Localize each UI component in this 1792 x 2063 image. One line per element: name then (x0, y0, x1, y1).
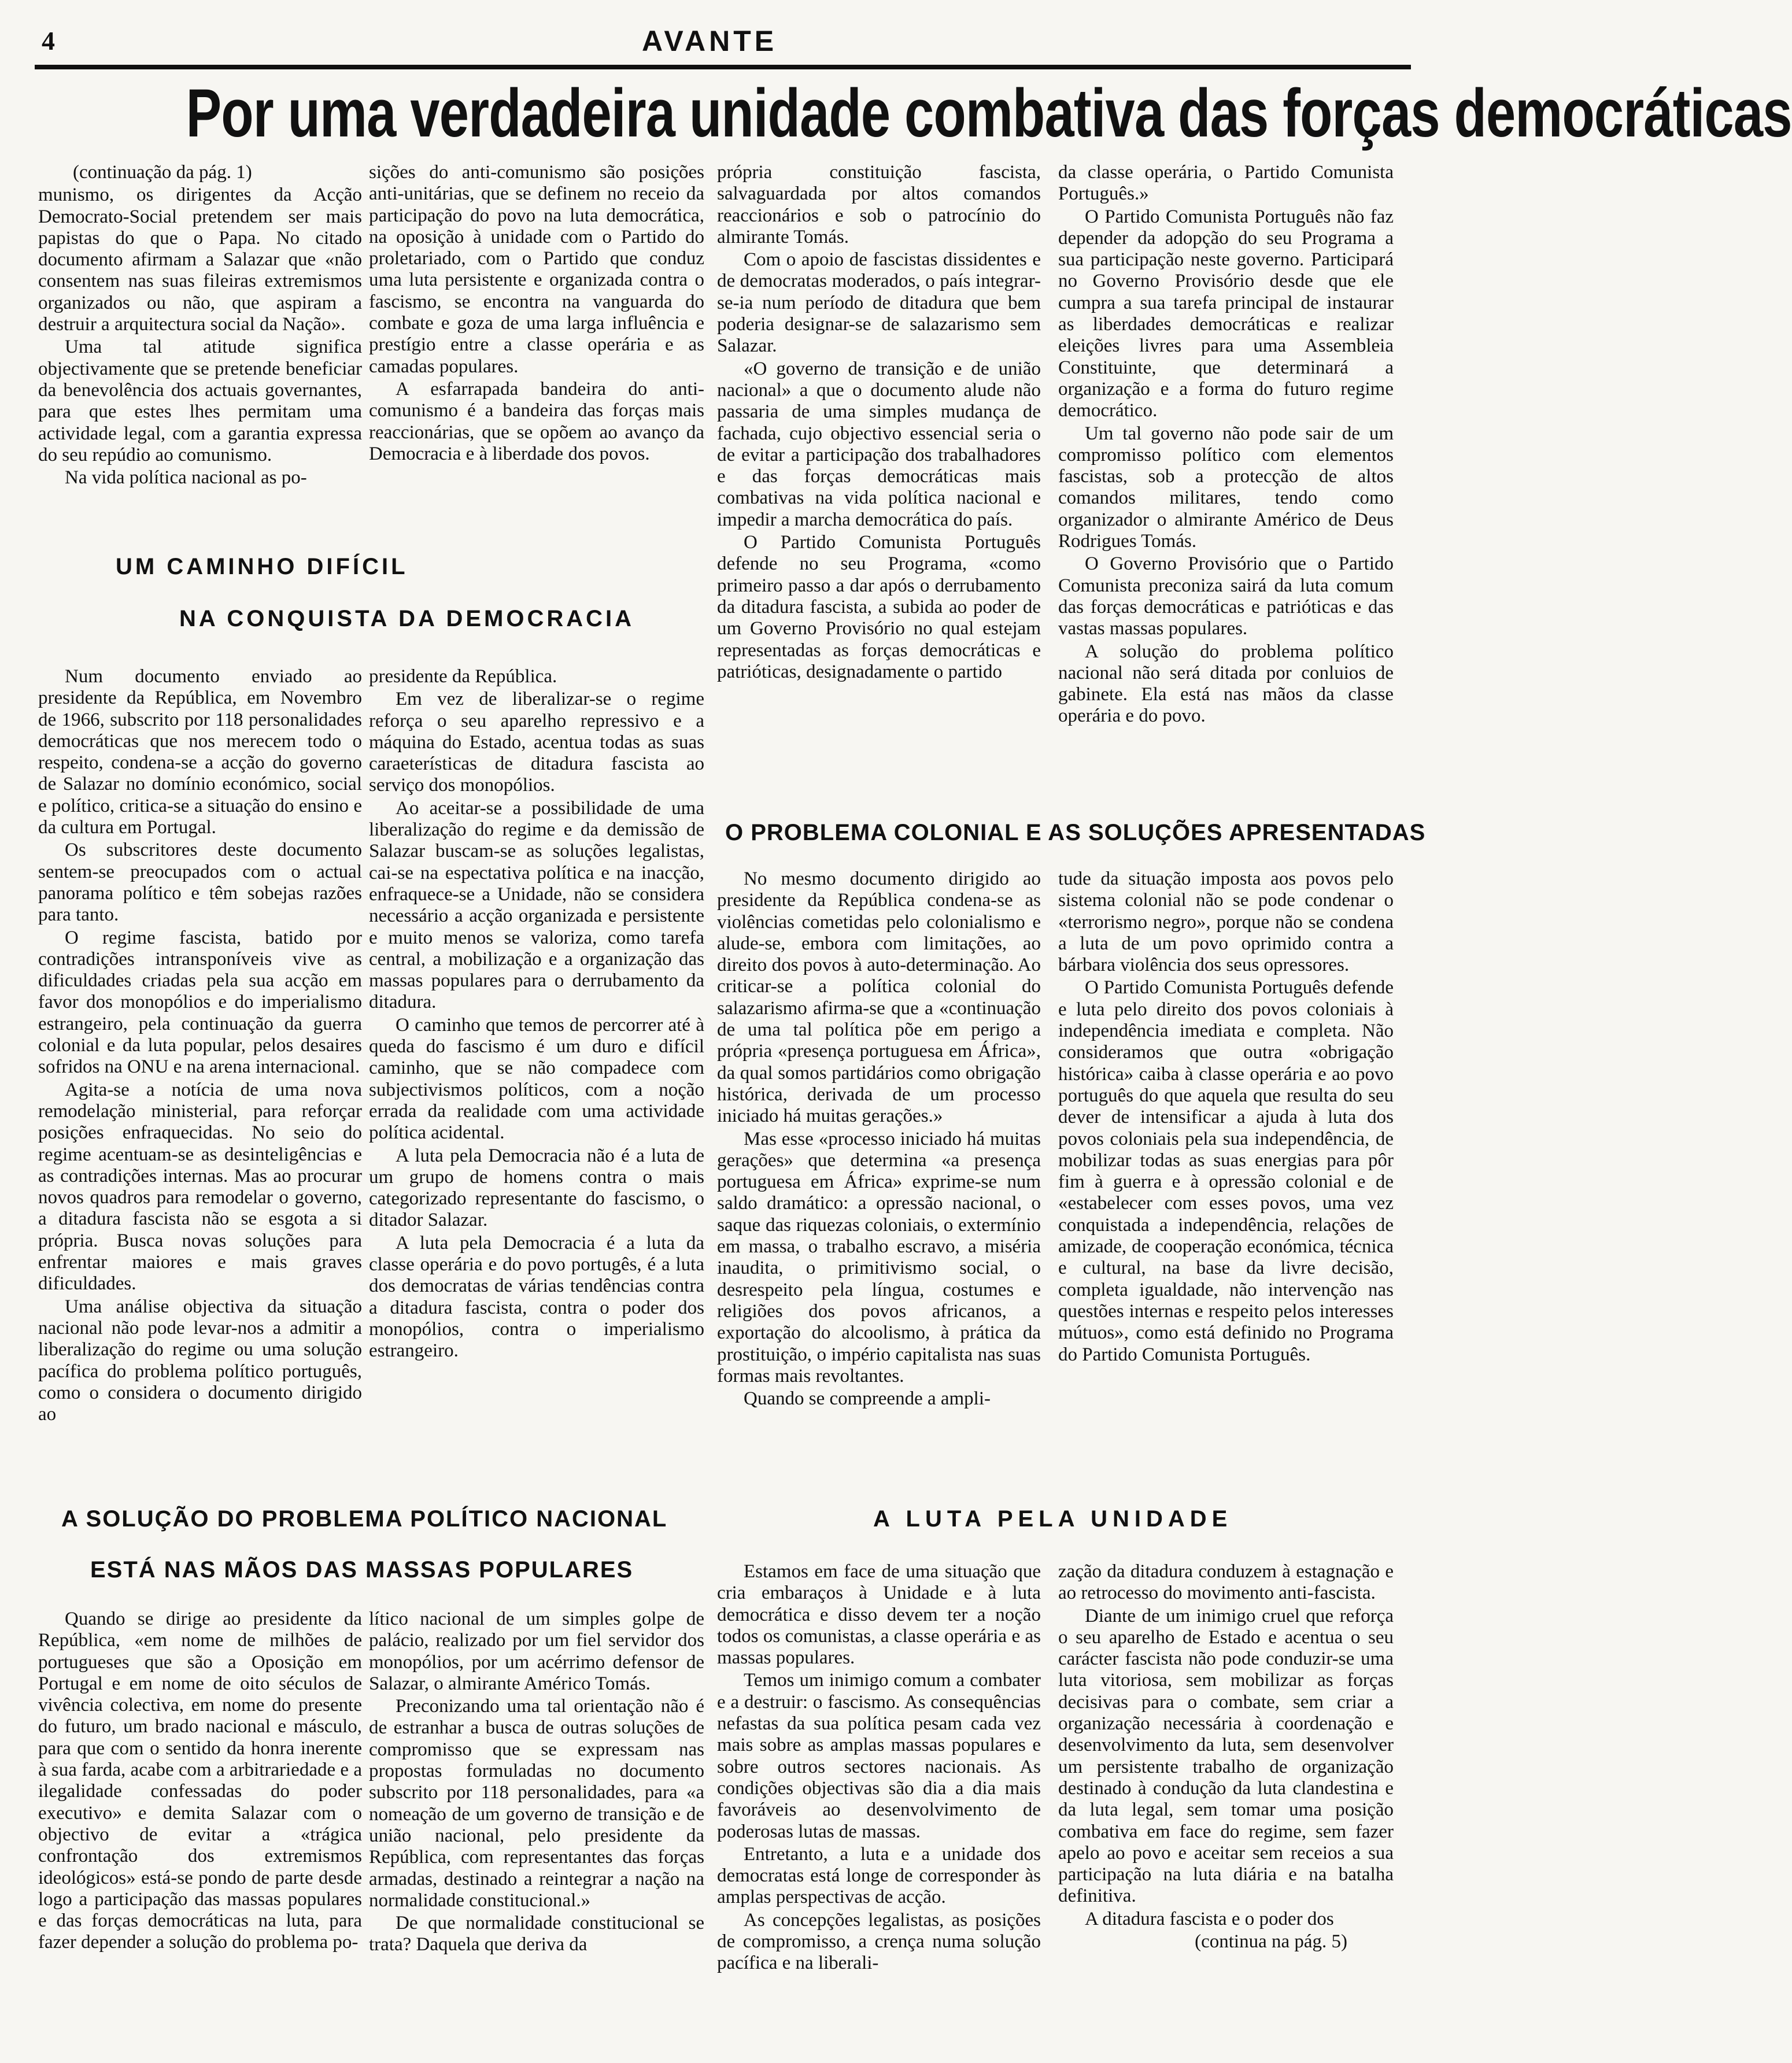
paragraph: Com o apoio de fascistas dissidentes e de democratas moderados, o país integrar-se-ia num período de ditadura que bem poderia designar-se de salazarismo sem Salazar. (717, 249, 1041, 357)
paragraph: Mas esse «processo iniciado há muitas gerações» que determina «a presença portuguesa em África» exprime-se num saldo dramático: a opressão nacional, o saque das riquezas coloniais, o extermínio em massa, o trabalho escravo, a miséria inaudita, o primitivismo social, o desrespeito pela língua, costumes e religiões dos povos africanos, a exportação do alcoolismo, à prática da prostituição, o império capitalista nas suas formas mais revoltantes. (717, 1128, 1041, 1387)
paragraph: Quando se compreende a ampli- (744, 1388, 991, 1410)
paragraph: A ditadura fascista e o poder dos (1085, 1908, 1334, 1929)
section-title-um-caminho-dificil: UM CAMINHO DIFÍCIL (116, 554, 408, 579)
paragraph: A esfarrapada bandeira do anti-comunismo é a bandeira das forças mais reaccionárias, que se opõem ao avanço da Democracia e à liberdade dos povos. (369, 378, 704, 464)
paragraph: tude da situação imposta aos povos pelo sistema colonial não se pode condenar o «terrorismo negro», porque não se condena a luta de um povo oprimido contra a bárbara violência dos seus opressores. (1058, 868, 1394, 976)
section4-column-1 (717, 1561, 1041, 1976)
paragraph: Ao aceitar-se a possibilidade de uma liberalização do regime e da demissão de Salazar buscam-se as soluções legalistas, cai-se na espectativa política e na inacção, enfraquece-se a Unidade, não se considera necessário a acção organizada e persistente e muito menos se valoriza, como tarefa central, a mobilização e a organização das massas populares para o derrubamento da ditadura. (369, 797, 704, 1013)
paragraph: O regime fascista, batido por contradições intransponíveis vive as dificuldades criadas pela sua acção em favor dos monopólios e do imperialismo estrangeiro, pela continuação da guerra colonial e da luta popular, pelos desaires sofridos na ONU e na arena internacional. (38, 927, 362, 1078)
paragraph: Agita-se a notícia de uma nova remodelação ministerial, para reforçar posições enfraquecidas. No seio do regime acentuam-se as desinteligências e as contradições internas. Mas ao procurar novos quadros para remodelar o governo, a ditadura fascista não se esgota a si própria. Busca novas soluções para enfrentar maiores e mais graves dificuldades. (38, 1079, 362, 1295)
intro-column-3 (717, 162, 1041, 684)
paragraph: Um tal governo não pode sair de um compromisso político com elementos fascistas, sob a protecção de altos comandos militares, tendo como organizador o almirante Américo de Deus Rodrigues Tomás. (1058, 423, 1394, 552)
paragraph: A luta pela Democracia é a luta da classe operária e do povo portugês, é a luta dos democratas de várias tendências contra a ditadura fascista, contra o poder dos monopólios, contra o imperialismo estrangeiro. (369, 1232, 704, 1362)
masthead-rule (35, 65, 1411, 69)
masthead: AVANTE (642, 25, 778, 57)
paragraph: Diante de um inimigo cruel que reforça o seu aparelho de Estado e acentua o seu carácter fascista não pode conduzir-se uma luta vitoriosa, sem mobilizar as forças decisivas para o combate, sem criar a organização necessária à coordenação e desenvolvimento da luta, sem desenvolver um persistente trabalho de organização destinado à condução da luta clandestina e da luta legal, sem tomar uma posição combativa em face do regime, sem fazer apelo ao povo e aceitar sem receios a sua participação na luta diária e na batalha definitiva. (1058, 1605, 1394, 1907)
continuation-note: (continuação da pág. 1) (73, 162, 252, 183)
continuation-footer: (continua na pág. 5) (1195, 1931, 1347, 1953)
paragraph: «O governo de transição e de união nacional» a que o documento alude não passaria de uma simples mudança de fachada, cujo objectivo essencial seria o de evitar a participação dos trabalhadores e das forças democráticas mais combativas na vida política nacional e impedir a marcha democrática do país. (717, 358, 1041, 530)
paragraph: própria constituição fascista, salvaguardada por altos comandos reaccionários e sob o patrocínio do almirante Tomás. (717, 162, 1041, 247)
paragraph: Os subscritores deste documento sentem-se preocupados com o actual panorama político e têm sobejas razões para tanto. (38, 840, 362, 926)
paragraph: A solução do problema político nacional não será ditada por conluios de gabinete. Ela está nas mãos da classe operária e do povo. (1058, 641, 1394, 727)
section-subtitle-massas-populares: ESTÁ NAS MÃOS DAS MASSAS POPULARES (90, 1557, 634, 1583)
paragraph: As concepções legalistas, as posições de compromisso, a crença numa solução pacífica e na liberali- (717, 1909, 1041, 1974)
paragraph: presidente da República. (369, 666, 557, 687)
paragraph: Temos um inimigo comum a combater e a destruir: o fascismo. As consequências nefastas da sua política pesam cada vez mais sobre as amplas massas populares e sobre outros sectores nacionais. As condições objectivas são dia a dia mais favoráveis ao desenvolvimento de poderosas lutas de massas. (717, 1670, 1041, 1842)
section1-column-2 (369, 666, 704, 1363)
section3-column-1 (38, 1609, 362, 1955)
paragraph: De que normalidade constitucional se trata? Daquela que deriva da (369, 1913, 704, 1955)
paragraph: Preconizando uma tal orientação não é de estranhar a busca de outras soluções de compromisso que se expressam nas propostas formuladas no documento subscrito por 118 personalidades, para «a nomeação de um governo de transição e de união nacional, pelo presidente da República, com representantes das forças armadas, destinado a reintegrar a nação na normalidade constitucional.» (369, 1696, 704, 1911)
section3-column-2 (369, 1609, 704, 1957)
paragraph: O Partido Comunista Português não faz depender da adopção do seu Programa a sua participação neste governo. Participará no Governo Provisório desde que ele cumpra a sua tarefa principal de instaurar as liberdades democráticas e realizar eleições livres para uma Assembleia Constituinte, que determinará a organização e a forma do futuro regime democrático. (1058, 206, 1394, 422)
intro-column-4 (1058, 162, 1394, 729)
paragraph: Num documento enviado ao presidente da República, em Novembro de 1966, subscrito por 118 personalidades democráticas que nos merecem todo o respeito, condena-se a acção do governo de Salazar no domínio económico, social e político, critica-se a situação do ensino e da cultura em Portugal. (38, 666, 362, 838)
paragraph: munismo, os dirigentes da Acção Democrato-Social pretendem ser mais papistas do que o Papa. No citado documento afirmam a Salazar que «não consentem nas suas fileiras extremismos organizados ou não, que aspiram a destruir a arquitectura social da Nação». (38, 184, 362, 335)
paragraph: O Governo Provisório que o Partido Comunista preconiza sairá da luta comum das forças democráticas e patrióticas e das vastas massas populares. (1058, 553, 1394, 639)
paragraph: A luta pela Democracia não é a luta de um grupo de homens contra o mais categorizado representante do fascismo, o ditador Salazar. (369, 1145, 704, 1231)
section2-column-1 (717, 868, 1041, 1411)
paragraph: O caminho que temos de percorrer até à queda do fascismo é um duro e difícil caminho, que se não compadece com subjectivismos políticos, com a noção errada da realidade com uma actividade política acidental. (369, 1014, 704, 1144)
paragraph: Uma análise objectiva da situação nacional não pode levar-nos a admitir a liberalização do regime ou uma solução pacífica do problema político português, como o considera o documento dirigido ao (38, 1296, 362, 1425)
page-number: 4 (42, 26, 55, 56)
paragraph: Uma tal atitude significa objectivamente que se pretende beneficiar da benevolência dos actuais governantes, para que estes lhes permitam uma actividade legal, com a garantia expressa do seu repúdio ao comunismo. (38, 337, 362, 465)
section1-column-1 (38, 666, 362, 1426)
section-subtitle-conquista-democracia: NA CONQUISTA DA DEMOCRACIA (179, 606, 635, 631)
paragraph: Em vez de liberalizar-se o regime reforça o seu aparelho repressivo e a máquina do Estado, acentua todas as suas caraeterísticas de ditadura fascista ao serviço dos monopólios. (369, 689, 704, 796)
intro-column-2 (369, 162, 704, 466)
paragraph: O Partido Comunista Português defende e luta pelo direito dos povos coloniais à independência imediata e completa. Não consideramos que outra «obrigação histórica» caiba à classe operária e ao povo português do que aquela que resulta do seu dever de intensificar a ajuda à luta dos povos coloniais pela sua independência, de mobilizar todas as suas energias para pôr fim à guerra e à opressão colonial e de «estabelecer com esses povos, uma vez conquistada a independência, relações de amizade, de cooperação económica, técnica e cultural, na base da livre decisão, completa igualdade, não intervenção nas questões internas e respeito pelos interesses mútuos», como está definido no Programa do Partido Comunista Português. (1058, 977, 1394, 1365)
paragraph: zação da ditadura conduzem à estagnação e ao retrocesso do movimento anti-fascista. (1058, 1561, 1394, 1604)
headline: Por uma verdadeira unidade combativa das forças democráticas (186, 75, 1792, 151)
section-title-solucao-problema-politico: A SOLUÇÃO DO PROBLEMA POLÍTICO NACIONAL (61, 1506, 668, 1532)
paragraph: Entretanto, a luta e a unidade dos democratas está longe de corresponder às amplas perspectivas de acção. (717, 1843, 1041, 1908)
paragraph: No mesmo documento dirigido ao presidente da República condena-se as violências cometidas pelo colonialismo e alude-se, embora com limitações, ao direito dos povos à auto-determinação. Ao criticar-se a política colonial do salazarismo afirma-se que a «continuação de uma tal política põe em perigo a própria «presença portuguesa em África», da qual somos partidários como obrigação histórica, derivada de um processo iniciado há muitas gerações.» (717, 868, 1041, 1127)
section2-column-2 (1058, 868, 1394, 1367)
paragraph: lítico nacional de um simples golpe de palácio, realizado por um fiel servidor dos monopólios, por um acérrimo defensor de Salazar, o almirante Américo Tomás. (369, 1609, 704, 1694)
intro-column-1 (38, 162, 362, 490)
paragraph: Quando se dirige ao presidente da República, «em nome de milhões de portugueses que são a Oposição em Portugal e em nome de oito séculos de vivência colectiva, em nome do presente do futuro, um brado nacional e másculo, para que com o sentido da honra inerente à sua farda, acabe com a arbitrariedade e a ilegalidade confessadas do poder executivo» e demita Salazar com o objectivo de evitar a «trágica confrontação dos extremismos ideológicos» está-se pondo de parte desde logo a participação das massas populares e das forças democráticas na luta, para fazer depender a solução do problema po- (38, 1609, 362, 1953)
paragraph: da classe operária, o Partido Comunista Português.» (1058, 162, 1394, 205)
paragraph: Estamos em face de uma situação que cria embaraços à Unidade e à luta democrática e disso devem ter a noção todos os comunistas, a classe operária e as massas populares. (717, 1561, 1041, 1669)
paragraph: sições do anti-comunismo são posições anti-unitárias, que se definem no receio da participação do povo na luta democrática, na oposição à unidade com o Partido do proletariado, com o Partido que conduz uma luta persistente e organizada contra o fascismo, se encontra na vanguarda do combate e goza de uma larga influência e prestígio entre a classe operária e as camadas populares. (369, 162, 704, 377)
paragraph: Na vida política nacional as po- (65, 467, 307, 489)
section-title-luta-pela-unidade: A LUTA PELA UNIDADE (873, 1506, 1233, 1532)
section4-column-2 (1058, 1561, 1394, 1954)
section-title-problema-colonial: O PROBLEMA COLONIAL E AS SOLUÇÕES APRESENTADAS (725, 820, 1426, 845)
paragraph: O Partido Comunista Português defende no seu Programa, «como primeiro passo a dar após o derrubamento da ditadura fascista, a subida ao poder de um Governo Provisório no qual estejam representadas as forças democráticas e patrióticas, designadamente o partido (717, 532, 1041, 682)
